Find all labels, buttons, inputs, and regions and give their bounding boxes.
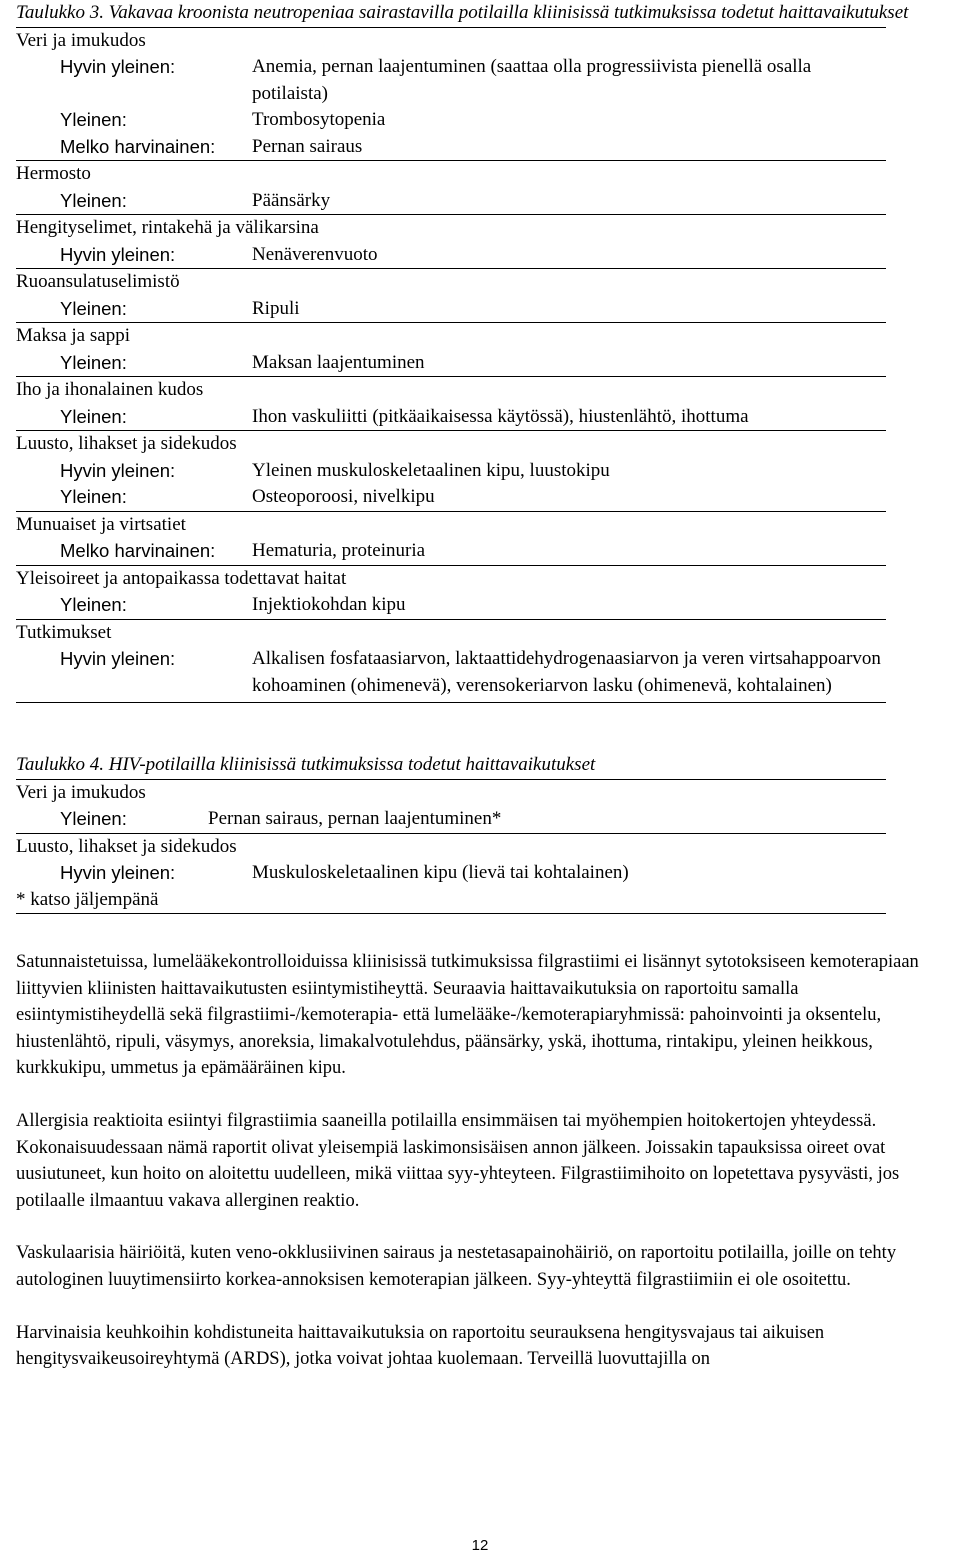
effect-text: Hematuria, proteinuria (252, 540, 426, 561)
table3-caption: Taulukko 3. Vakavaa kroonista neutropeniaa sairastavilla potilailla kliinisissä tutkimuksissa todetut haittavaikutukset (16, 2, 909, 23)
section-heading: Hengityselimet, rintakehä ja välikarsina (16, 217, 319, 238)
frequency-label: Hyvin yleinen: (60, 243, 176, 265)
table4-bottom-rule (16, 913, 886, 914)
table4-footnote: * katso jäljempänä (16, 888, 159, 910)
frequency-label: Yleinen: (60, 297, 127, 319)
section (16, 323, 886, 376)
table-row (16, 484, 886, 511)
table-row (16, 404, 886, 431)
effect-text: Pernan sairaus, pernan laajentuminen* (208, 808, 502, 829)
section-heading: Hermosto (16, 163, 91, 184)
section-heading: Veri ja imukudos (16, 29, 146, 51)
frequency-label: Hyvin yleinen: (60, 459, 176, 481)
paragraph-1: Satunnaistetuissa, lumelääkekontrolloiduissa kliinisissä tutkimuksissa filgrastiimi ei lisännyt sytotoksiseen kemoterapiaan liittyvien kliinisten haittavaikutusten esiintymistiheyttä. Seuraavia haittavaikutuksia on raportoitu samalla esiintymistiheydellä sekä filgrastiimi-/kemoterapia- että lumelääke-/kemoterapiaryhmissä: pahoinvointi ja oksentelu, hiustenlähtö, ripuli, väsymys, anoreksia, limakalvotulehdus, päänsärky, yskä, ihottuma, rintakipu, yleinen heikkous, kurkkukipu, ummetus ja epämääräinen kipu. (16, 952, 919, 1079)
table-row (16, 806, 886, 833)
effect-text: Trombosytopenia (252, 109, 386, 130)
effect-text: Nenäverenvuoto (252, 243, 378, 265)
section-heading: Munuaiset ja virtsatiet (16, 513, 186, 535)
table3 (16, 27, 946, 704)
section (16, 780, 886, 833)
table-row (16, 54, 886, 107)
frequency-label: Hyvin yleinen: (60, 56, 176, 77)
page-number: 12 (471, 1537, 489, 1554)
table3-bottom-rule (16, 702, 886, 703)
frequency-label: Melko harvinainen: (60, 135, 216, 157)
section (16, 215, 886, 268)
section (16, 512, 886, 565)
table-row (16, 458, 886, 485)
section (16, 161, 886, 214)
frequency-label: Hyvin yleinen: (60, 862, 176, 883)
section (16, 620, 886, 700)
frequency-label: Yleinen: (60, 109, 127, 130)
frequency-label: Yleinen: (60, 189, 127, 211)
effect-text: Osteoporoosi, nivelkipu (252, 486, 435, 507)
frequency-label: Hyvin yleinen: (60, 648, 176, 669)
effect-text: Pernan sairaus (252, 135, 363, 157)
frequency-label: Yleinen: (60, 405, 127, 427)
frequency-label: Yleinen: (60, 808, 127, 829)
table-row (16, 188, 886, 215)
table4 (16, 779, 946, 887)
effect-text: Ihon vaskuliitti (pitkäaikaisessa käytössä), hiustenlähtö, ihottuma (252, 405, 749, 427)
effect-text: Alkalisen fosfataasiarvon, laktaattidehydrogenaasiarvon ja veren virtsahappoarvon kohoaminen (ohimenevä), verensokeriarvon lasku (ohimenevä, kohtalainen) (252, 648, 881, 696)
section-heading: Maksa ja sappi (16, 325, 130, 346)
paragraph-3: Vaskulaarisia häiriöitä, kuten veno-okklusiivinen sairaus ja nestetasapainohäiriö, on raportoitu potilailla, joille on tehty autologinen luuytimensiirto korkea-annoksisen kemoterapian jälkeen. Syy-yhteyttä filgrastiimiin ei ole osoitettu. (16, 1243, 897, 1290)
section (16, 269, 886, 322)
effect-text: Maksan laajentuminen (252, 351, 425, 373)
table4-caption: Taulukko 4. HIV-potilailla kliinisissä tutkimuksissa todetut haittavaikutukset (16, 754, 596, 775)
section-heading: Yleisoireet ja antopaikassa todettavat haitat (16, 567, 347, 589)
section-heading: Luusto, lihakset ja sidekudos (16, 835, 237, 857)
frequency-label: Yleinen: (60, 594, 127, 615)
paragraph-4: Harvinaisia keuhkoihin kohdistuneita haittavaikutuksia on raportoitu seurauksena hengitysvajaus tai aikuisen hengitysvaikeusoireyhtymä (ARDS), jotka voivat johtaa kuolemaan. Terveillä luovuttajilla on (16, 1322, 825, 1370)
paragraph-2: Allergisia reaktioita esiintyi filgrastiimia saaneilla potilailla ensimmäisen tai myöhempien hoitokertojen yhteydessä. Kokonaisuudessaan nämä raportit olivat yleisempiä laskimonsisäisen annon jälkeen. Joissakin tapauksissa oireet ovat uusiutuneet, kun hoito on aloitettu uudelleen, mikä viittaa syy-yhteyteen. Filgrastiimihoito on lopetettava pysyvästi, jos potilaalle ilmaantuu vakava allerginen reaktio. (16, 1110, 900, 1211)
section-heading: Ruoansulatuselimistö (16, 271, 180, 292)
table-row (16, 538, 886, 565)
effect-text: Ripuli (252, 297, 300, 319)
document-page (16, 0, 946, 1373)
table-row (16, 296, 886, 323)
section (16, 834, 886, 887)
table-row (16, 860, 886, 887)
section-heading: Tutkimukset (16, 621, 112, 643)
section-heading: Luusto, lihakset ja sidekudos (16, 433, 237, 454)
effect-text: Päänsärky (252, 189, 331, 211)
table-row (16, 592, 886, 619)
section (16, 566, 886, 619)
section (16, 377, 886, 430)
effect-text: Anemia, pernan laajentuminen (saattaa olla progressiivista pienellä osalla potilaista) (252, 56, 812, 104)
effect-text: Muskuloskeletaalinen kipu (lievä tai kohtalainen) (252, 862, 629, 883)
table-row (16, 134, 886, 161)
section-heading: Veri ja imukudos (16, 781, 146, 803)
section (16, 28, 886, 161)
table-row (16, 242, 886, 269)
section (16, 431, 886, 511)
section-heading: Iho ja ihonalainen kudos (16, 379, 204, 400)
effect-text: Injektiokohdan kipu (252, 594, 406, 615)
table-row (16, 646, 886, 699)
table-row (16, 107, 886, 134)
frequency-label: Melko harvinainen: (60, 540, 216, 561)
table-row (16, 350, 886, 377)
frequency-label: Yleinen: (60, 351, 127, 373)
frequency-label: Yleinen: (60, 486, 127, 507)
effect-text: Yleinen muskuloskeletaalinen kipu, luustokipu (252, 459, 610, 481)
